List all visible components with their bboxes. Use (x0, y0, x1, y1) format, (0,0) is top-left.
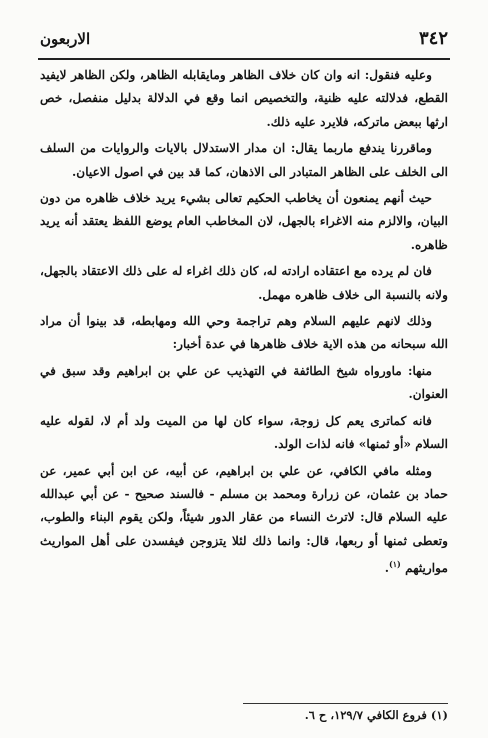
body-text (40, 64, 448, 584)
footnote: (١) فروع الكافي ١٢٩/٧، ح ٦. (304, 708, 448, 722)
footnote-marker: (١) (388, 559, 401, 570)
paragraph-with-note: ومثله مافي الكافي، عن علي بن ابراهيم، عن أبيه، عن ابن أبي عمير، عن حماد بن عثمان، عن زرارة ومحمد بن مسلم - فالسند صحيح - عن أبي عبدالله عليه السلام قال: لاترث النساء من عقار الدور شيئاً، ولكن يقوم البناء والطوب، وتعطى ثمنها أو ربعها، قال: وانما ذلك لئلا يتزوجن فيفسدن على أهل المواريث مواريثهم $^{(١)}$. (40, 463, 448, 576)
running-title: الاربعون (40, 30, 91, 48)
paragraph: منها: ماورواه شيخ الطائفة في التهذيب عن علي بن ابراهيم وقد سبق في العنوان. (40, 363, 448, 402)
paragraph: فان لم يرده مع اعتقاده ارادته له، كان ذلك اغراء له على ذلك الاعتقاد بالجهل، ولانه بالنسبة الى خلاف ظاهره مهمل. (40, 264, 448, 302)
paragraph: حيث أنهم يمنعون أن يخاطب الحكيم تعالى بشيء يريد خلاف ظاهره من دون البيان، والالزم منه الاغراء بالجهل، لان المخاطب العام يوضع اللفظ يعتقد أنه يريد ظاهره. (40, 191, 448, 252)
paragraph-text: ومثله مافي الكافي، عن علي بن ابراهيم، عن أبيه، عن ابن أبي عمير، عن حماد بن عثمان، عن زرارة ومحمد بن مسلم - فالسند صحيح - عن أبي عبدالله عليه السلام قال: لاترث النساء من عقار الدور شيئاً، ولكن يقوم البناء والطوب، وتعطى ثمنها أو ربعها، قال: وانما ذلك لئلا يتزوجن فيفسدن على أهل المواريث مواريثهم (40, 463, 448, 576)
header-rule (38, 58, 450, 60)
footnote-rule (243, 703, 448, 704)
paragraph: فانه كماترى يعم كل زوجة، سواء كان لها من الميت ولد أم لا، لقوله عليه السلام «أو ثمنها» فانه لذات الولد. (40, 413, 448, 452)
paragraph: وماقررنا يندفع ماربما يقال: ان مدار الاستدلال بالايات والروايات من السلف الى الخلف على الظاهر المتبادر الى الاذهان، كما قد بين في اصول الاعيان. (40, 141, 448, 179)
paragraph: وعليه فنقول: انه وان كان خلاف الظاهر ومايقابله الظاهر، ولكن الظاهر لايفيد القطع، فدلالته عليه ظنية، والتخصيص انما وقع في الدلالة بدليل منفصل، خص ارثها ببعض ماتركه، فلايرد عليه ذلك. (40, 68, 448, 129)
page-number: ٣٤٢ (418, 28, 448, 49)
page-header (40, 28, 448, 52)
paragraph: وذلك لانهم عليهم السلام وهم تراجمة وحي الله ومهابطه، قد بينوا أن مراد الله سبحانه من هذه الاية خلاف ظاهرها في عدة أخبار: (40, 314, 448, 352)
